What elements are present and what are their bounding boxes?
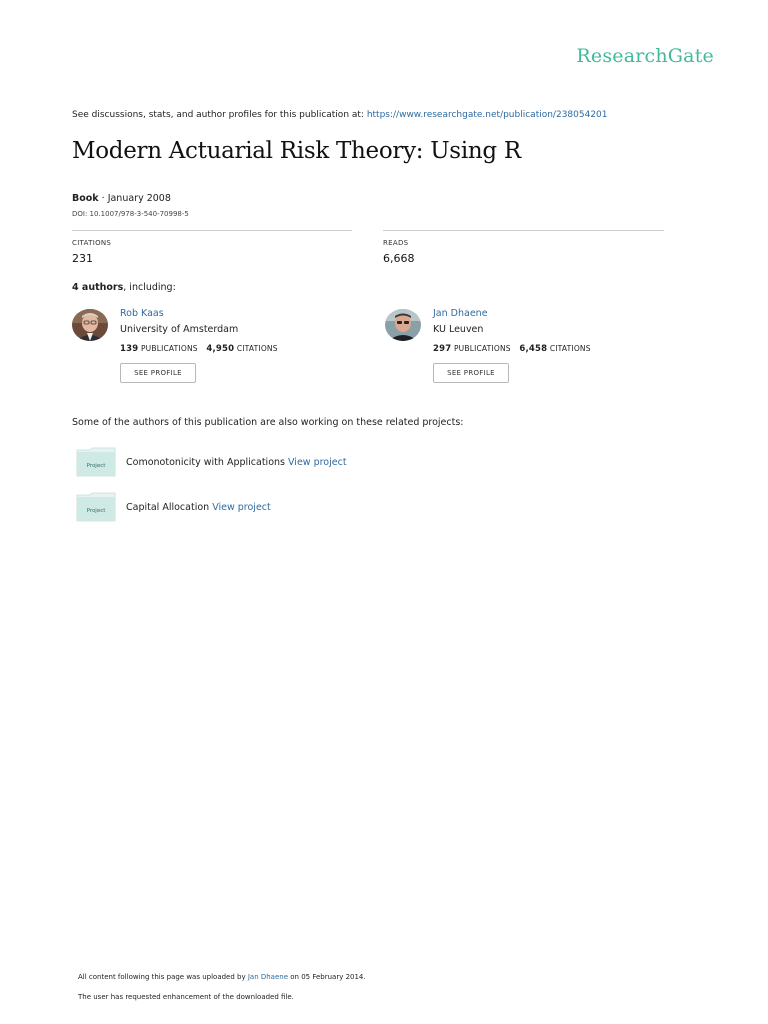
uploader-link[interactable]: Jan Dhaene: [247, 973, 289, 981]
related-projects-heading: Some of the authors of this publication are also working on these related projects:: [72, 417, 464, 428]
upload-note: [78, 973, 366, 981]
reads-divider: [383, 230, 664, 231]
project-item: [76, 492, 476, 524]
author-publications-count: 297: [433, 344, 452, 354]
upload-prefix: All content following this page was uploaded by: [78, 973, 248, 981]
project-line: [126, 502, 271, 513]
publication-date: January 2008: [107, 193, 171, 204]
author-publications-label: PUBLICATIONS: [140, 344, 198, 353]
researchgate-logo[interactable]: ResearchGate: [576, 45, 714, 67]
authors-heading: [72, 282, 176, 293]
enhancement-note: The user has requested enhancement of the downloaded file.: [78, 993, 294, 1001]
reads-label: READS: [383, 239, 409, 247]
publication-type: Book: [72, 193, 99, 204]
author-photo-icon: [72, 309, 108, 341]
author-stats: [433, 344, 591, 354]
author-institution: KU Leuven: [433, 324, 484, 335]
author-citations-count: 6,458: [519, 344, 548, 354]
project-item: [76, 447, 476, 479]
author-name-link[interactable]: Rob Kaas: [120, 308, 164, 319]
citations-divider: [72, 230, 352, 231]
project-badge: Project: [86, 463, 106, 469]
author-publications-label: PUBLICATIONS: [453, 344, 511, 353]
author-citations-label: CITATIONS: [549, 344, 591, 353]
project-folder-icon: [76, 447, 116, 477]
publication-doi: DOI: 10.1007/978-3-540-70998-5: [72, 210, 189, 218]
publication-url-link[interactable]: https://www.researchgate.net/publication/238054201: [366, 110, 608, 120]
publication-title: Modern Actuarial Risk Theory: Using R: [72, 138, 521, 164]
project-line: [126, 457, 347, 468]
author-publications-count: 139: [120, 344, 139, 354]
see-profile-button[interactable]: SEE PROFILE: [433, 363, 509, 383]
author-citations-label: CITATIONS: [236, 344, 278, 353]
author-stats: [120, 344, 278, 354]
author-name-link[interactable]: Jan Dhaene: [433, 308, 488, 319]
project-name: Capital Allocation: [126, 502, 210, 513]
discussion-prefix: See discussions, stats, and author profiles for this publication at:: [72, 110, 367, 120]
discussion-line: [72, 110, 608, 120]
author-card: [385, 306, 675, 388]
authors-count: 4 authors: [72, 282, 124, 293]
citations-label: CITATIONS: [72, 239, 112, 247]
view-project-link[interactable]: View project: [288, 457, 347, 468]
author-citations-count: 4,950: [206, 344, 235, 354]
authors-suffix: , including:: [123, 282, 176, 293]
author-photo-icon: [385, 309, 421, 341]
avatar[interactable]: [72, 309, 108, 341]
author-institution: University of Amsterdam: [120, 324, 239, 335]
see-profile-button[interactable]: SEE PROFILE: [120, 363, 196, 383]
view-project-link[interactable]: View project: [212, 502, 271, 513]
project-name: Comonotonicity with Applications: [126, 457, 285, 468]
project-folder-icon: [76, 492, 116, 522]
meta-separator: ·: [98, 193, 108, 204]
author-card: [72, 306, 362, 388]
upload-suffix: on 05 February 2014.: [288, 973, 366, 981]
project-badge: Project: [86, 508, 106, 514]
reads-value: 6,668: [383, 252, 415, 265]
publication-meta: [72, 193, 171, 204]
avatar[interactable]: [385, 309, 421, 341]
citations-value: 231: [72, 252, 93, 265]
